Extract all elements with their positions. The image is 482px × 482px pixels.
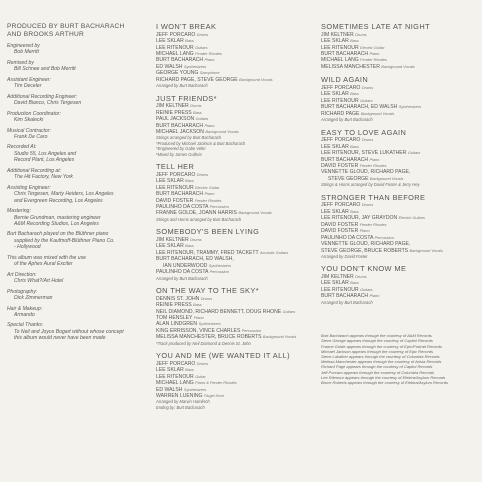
musician-name: LEE RITENOUR (321, 97, 359, 104)
credit-heading: This album was mixed with the use (7, 254, 86, 261)
musician-role: Drums (361, 202, 374, 208)
label-credits (321, 333, 479, 385)
credit-block (7, 255, 151, 268)
credit-heading: Assistant Engineer: (7, 76, 51, 83)
musician-role: Fender Rhodes (194, 197, 222, 203)
musician-name: VENNETTE GLOUD, RICHARD PAGE, (321, 241, 411, 248)
musician-role: Guitars (282, 308, 296, 314)
musician-role: Fender Rhodes (359, 162, 387, 168)
credit-value: A&M Recording Studios, Los Angeles (14, 220, 99, 227)
musician-name: LEE SKLAR (321, 91, 349, 98)
song-title: WILD AGAIN (321, 75, 369, 85)
musician-name: BURT BACHARACH, ED WALSH, (156, 256, 234, 263)
musician-name: LEE SKLAR (321, 38, 349, 45)
song-title: SOMETIMES LATE AT NIGHT (321, 22, 430, 31)
musician-name: MICHAEL LANG (321, 57, 359, 64)
musician-line (156, 334, 316, 340)
musician-name: LEE RITENOUR (156, 44, 194, 51)
musician-role: Drums (190, 103, 202, 109)
credit-block (7, 322, 151, 341)
musician-name: JEFF PORCARO (156, 171, 196, 178)
credit-heading: Remixed by (7, 59, 34, 66)
label-credit-line: Michael Jackson appears through the courtesy of Epic Records (321, 348, 434, 354)
musician-role: Drums (361, 84, 374, 90)
song-note: Strings and Horns arranged by Burt Bacharach (156, 216, 242, 222)
label-credit-line: Steve George appears through the courtesy of Capitol Records (321, 338, 433, 344)
credit-value: Bernie Grundman, mastering engineer (14, 214, 101, 221)
credit-value: David Bianco, Chris Tergesen (14, 100, 82, 107)
credit-heading: Burt Bacharach played on the Blüthner piano (7, 231, 109, 238)
song-note: *Track produced by Neil Diamond & Dennis St. John (156, 340, 251, 346)
label-credit-line: Burt Bacharach appears through the courtesy of A&M Records (321, 333, 432, 339)
credit-heading: Musical Contractor: (7, 127, 51, 134)
musician-role: Synthesizers (198, 321, 221, 327)
musician-role: Synthesizers (183, 386, 207, 392)
musician-role: Percussion (209, 203, 229, 209)
musician-name: JIM KELTNER (156, 103, 189, 110)
musician-role: Percussion (209, 269, 229, 275)
credit-heading: Special Thanks: (7, 322, 44, 329)
musician-line (321, 64, 479, 70)
credit-value: supplied by the Kaufmoff-Blüthner Piano Co. (14, 237, 115, 244)
musician-name: MELISSA MANCHESTER, BRUCE ROBERTS (156, 334, 262, 341)
musician-name: LEE SKLAR (156, 367, 184, 374)
credit-heading: Additional Recording at: (7, 167, 62, 174)
song-note: Arranged by Burt Bacharach (321, 117, 373, 123)
musician-role: Drums (200, 295, 213, 301)
musician-name: MICHAEL LANG (156, 50, 194, 57)
musician-name: JEFF PORCARO (321, 202, 361, 209)
musician-name: PAULINHO DA COSTA (156, 203, 209, 210)
musician-name: PAULINHO DA COSTA (156, 269, 209, 276)
credit-value: Chris Tergesen, Marty Heiders, Los Angeles (14, 191, 114, 198)
musician-name: LEE SKLAR (156, 178, 184, 185)
musician-name: BURT BACHARACH, ED WALSH (321, 104, 398, 111)
musician-role: Synthesizers (208, 262, 232, 268)
credit-block (7, 60, 151, 73)
musician-name: JEFF PORCARO (321, 137, 361, 144)
song-note: Arranged by Marvin Hamlisch (156, 399, 210, 405)
musician-role: Synthesizers (183, 63, 207, 69)
song-note: Arranged by Burt Bacharach (156, 275, 208, 281)
musician-role: Drums (196, 31, 209, 37)
credit-value: Dick Zimmerman (14, 295, 53, 302)
credit-value: Armando (14, 311, 35, 318)
musician-role: Drums (190, 236, 202, 242)
credit-heading: Engineered by (7, 43, 40, 49)
musician-name: LEE SKLAR (321, 208, 349, 215)
musician-name: STEVE GEORGE, BRUCE ROBERTS (321, 247, 409, 254)
musician-name: TOM HENSLEY (156, 314, 193, 321)
musician-role: Drums (196, 171, 209, 177)
musician-role: Background Vocals (239, 76, 273, 82)
credit-heading: Assisting Engineer: (7, 184, 51, 191)
credit-heading: Production Coordinator: (7, 110, 61, 117)
musician-name: NEIL DIAMOND, RICHARD BENNETT, DOUG RHONE (156, 308, 282, 315)
musician-name: KING ERRISSON, VINCE CHARLES (156, 327, 241, 334)
musician-role: Piano & Fender Rhodes (195, 380, 237, 386)
musician-role: Fender Rhodes (360, 57, 387, 63)
musician-name: BURT BACHARACH (156, 57, 204, 64)
musician-name: VENNETTE GLOUD, RICHARD PAGE, (321, 169, 411, 176)
credit-value: and Evergreen Recording, Los Angeles (14, 197, 103, 204)
musician-role: Bass (350, 280, 359, 286)
song-title: I WON'T BREAK (156, 22, 217, 31)
credit-value: Record Plant, Los Angeles (14, 157, 75, 164)
musician-name: REINIE PRESS (156, 109, 192, 116)
musician-role: Guitars (195, 116, 209, 122)
musician-role: Guitar (195, 373, 206, 379)
musician-role: Background Vocals (238, 210, 272, 216)
musician-name: LEE SKLAR (321, 280, 349, 287)
credit-value: Bill Schnee and Bob Merritt (14, 66, 76, 73)
credit-block (7, 208, 151, 227)
musician-role: Fender Rhodes (359, 221, 387, 227)
musician-role: Piano (193, 314, 204, 320)
musician-name: LEE SKLAR (321, 143, 349, 150)
musician-name: JIM KELTNER (321, 273, 354, 280)
musician-name: MELISSA MANCHESTER (321, 63, 380, 70)
musician-role: Piano (369, 50, 380, 56)
musician-role: Bass (193, 302, 202, 308)
song-note: *Mixed by James Guthrie (156, 151, 202, 157)
producer-line: AND BROOKS ARTHUR (7, 31, 85, 38)
musician-role: Acoustic Guitars (259, 249, 289, 255)
musician-role: Saxophone (199, 70, 220, 76)
musician-role: Background Vocals (409, 247, 443, 253)
musician-name: ED WALSH (156, 63, 183, 70)
musician-name: LEE RITENOUR (321, 286, 359, 293)
musician-name: MICHAEL JACKSON (156, 129, 204, 136)
credit-value: Bob Merritt (14, 49, 39, 56)
musician-name: FRANNE GOLDE, JOANN HARRIS (156, 210, 237, 217)
musician-role: Piano (359, 228, 370, 234)
musician-name: BURT BACHARACH (156, 122, 204, 129)
credit-value: Tim Deceler (14, 83, 42, 90)
label-credit-line: Jeff Porcaro appears through the courtesy of Columbia Records (321, 369, 435, 375)
credit-value: this album would never have been made (14, 335, 106, 342)
musician-name: PAUL JACKSON (156, 116, 195, 123)
musician-name: LEE RITENOUR, TRAMMY, FRED TACKETT (156, 249, 259, 256)
credit-block (7, 94, 151, 107)
musician-role: Drums (361, 137, 374, 143)
credit-block (7, 231, 151, 250)
column-3 (321, 23, 479, 385)
song-title: YOU AND ME (WE WANTED IT ALL) (156, 351, 290, 361)
producer-line: PRODUCED BY BURT BACHARACH (7, 23, 125, 30)
credit-heading: Photography: (7, 288, 38, 295)
musician-name: LEE SKLAR (156, 243, 184, 250)
musician-name: IAN UNDERWOOD (163, 262, 208, 269)
credit-heading: Additional Recording Engineer: (7, 93, 78, 100)
credit-block (7, 128, 151, 141)
musician-name: JEFF PORCARO (156, 31, 196, 38)
song-title: EASY TO LOVE AGAIN (321, 127, 407, 137)
musician-name: LEE RITENOUR, JAY GRAYDON (321, 215, 398, 222)
credit-value: Chris What?/Art Hotel (14, 278, 64, 285)
musician-role: Piano (204, 57, 215, 63)
credit-value: Kim Skalecki (14, 117, 44, 124)
song-note: Arranged by Burt Bacharach (156, 83, 208, 89)
musician-role: Guitars (360, 286, 373, 292)
musician-name: DAVID FOSTER (321, 228, 359, 235)
musician-role: Guitars (360, 97, 373, 103)
musician-name: GEORGE YOUNG (156, 70, 199, 77)
musician-role: Piano (204, 122, 215, 128)
musician-name: LEE RITENOUR (321, 44, 359, 51)
song-note: Arranged by Burt Bacharach (321, 299, 373, 305)
musician-name: PAULINHO DA COSTA (321, 234, 374, 241)
label-credit-line: Franne Golde appears through the courtesy of Epic/Portrait Records (321, 343, 442, 349)
credit-value: To Neil and Joyce Bogart without whose concept (14, 328, 124, 335)
musician-role: Bass (350, 91, 359, 97)
musician-name: WARREN LUENING (156, 393, 203, 400)
label-credit-line: Richard Page appears through the courtesy of Capitol Records (321, 364, 433, 370)
credit-block (7, 111, 151, 124)
musician-role: Drums (355, 31, 367, 37)
credit-block (7, 272, 151, 285)
musician-name: LEE RITENOUR (156, 373, 194, 380)
credit-value: Frank De Caro (14, 133, 48, 140)
musician-role: Piano (369, 156, 380, 162)
label-credit-line: Steve Lukather appears through the courtesy of Columbia Records (321, 354, 440, 359)
credit-block (7, 168, 151, 181)
musician-name: DAVID FOSTER (321, 221, 359, 228)
song-title: JUST FRIENDS* (156, 93, 217, 103)
credit-value: of the Aphex Aural Exciter (14, 261, 73, 268)
musician-name: LEE RITENOUR, STEVE LUKATHER (321, 150, 407, 157)
musician-name: JIM KELTNER (156, 236, 189, 243)
musician-role: Percussion (241, 327, 262, 333)
musician-name: ALAN LINDGREN (156, 321, 198, 328)
song-note: *Engineered by Gabe Veltri (156, 146, 206, 152)
credit-heading: Art Direction: (7, 271, 37, 278)
musician-name: DAVID FOSTER (321, 162, 359, 169)
credit-value: - Hollywood (14, 244, 41, 251)
song-title: YOU DON'T KNOW ME (321, 264, 407, 274)
musician-role: Electric Guitars (398, 215, 425, 221)
credit-block (7, 144, 151, 163)
musician-role: Bass (185, 367, 194, 373)
credit-heading: Recorded At: (7, 144, 37, 151)
musician-role: Bass (185, 178, 194, 184)
credit-block (7, 306, 151, 319)
musician-role: Flugel Horn (203, 393, 225, 399)
musician-name: DENNIS ST. JOHN (156, 295, 200, 302)
musician-role: Guitars (407, 150, 421, 156)
label-credit-line: Bruce Roberts appears through the courtesy of Elektra/Asylum Records (321, 380, 448, 386)
musician-name: JEFF PORCARO (321, 84, 361, 91)
musician-role: Background Vocals (262, 334, 297, 340)
musician-role: Electric Guitar (360, 44, 385, 50)
musician-role: Drums (196, 360, 209, 366)
musician-role: Bass (350, 38, 359, 44)
musician-name: BURT BACHARACH (321, 156, 369, 163)
credit-block (7, 185, 151, 204)
song-note: *Produced by Michael Jackson & Burt Bacharach (156, 140, 246, 146)
musician-role: Background Vocals (381, 63, 415, 69)
song-note: Strings arranged by Burt Bacharach (156, 135, 222, 141)
musician-role: Piano (204, 191, 215, 197)
musician-name: BURT BACHARACH (156, 191, 204, 198)
musician-role: Bass (185, 243, 194, 249)
column-2 (156, 23, 316, 410)
musician-role: Guitars (195, 44, 208, 50)
musician-name: STEVE GEORGE (328, 175, 369, 182)
label-credit-line: Lee Ritenour appears through the courtesy of Elektra/Asylum Records (321, 374, 446, 380)
credit-heading: Mastering: (7, 208, 31, 215)
musician-role: Piano (369, 293, 380, 299)
label-credit-line: Melissa Manchester appears through the courtesy of Arista Records (321, 359, 442, 365)
musician-role: Synthesizers (398, 104, 422, 110)
musician-role: Bass (193, 109, 202, 115)
musician-name: LEE SKLAR (156, 38, 184, 45)
credit-block (7, 77, 151, 90)
musician-name: LEE RITENOUR (156, 184, 194, 191)
musician-name: JIM KELTNER (321, 31, 354, 38)
credit-heading: Hair & Makeup: (7, 305, 43, 312)
musician-role: Background Vocals (205, 129, 239, 135)
song-note: Arranged by David Foster (321, 253, 368, 259)
musician-role: Drums (355, 273, 367, 279)
song-note: Ending by: Burt Bacharach (156, 404, 205, 410)
credit-block (7, 43, 151, 56)
musician-role: Bass (185, 38, 194, 44)
musician-name: BURT BACHARACH (321, 50, 369, 57)
musician-name: REINIE PRESS (156, 302, 192, 309)
musician-role: Percussion (374, 234, 394, 240)
musician-role: Electric Guitar (195, 184, 220, 190)
musician-name: BURT BACHARACH (321, 293, 369, 300)
musician-name: JEFF PORCARO (156, 360, 196, 367)
credit-value: Studio 55, Los Angeles and (14, 150, 77, 157)
musician-name: DAVID FOSTER (156, 197, 194, 204)
musician-role: Background Vocals (369, 175, 404, 181)
musician-name: RICHARD PAGE (321, 110, 360, 117)
column-1 (7, 23, 151, 342)
musician-role: Fender Rhodes (195, 50, 222, 56)
musician-name: ED WALSH (156, 386, 183, 393)
musician-role: Bass (350, 208, 359, 214)
song-title: TELL HER (156, 162, 195, 172)
song-title: ON THE WAY TO THE SKY* (156, 286, 259, 295)
musician-role: Background Vocals (360, 110, 395, 116)
song-note: Strings & Horns arranged by David Foster & Jerry Hey (321, 182, 420, 188)
credit-value: The Hit Factory, New York (14, 174, 73, 181)
credit-block (7, 289, 151, 302)
song-title: STRONGER THAN BEFORE (321, 192, 426, 202)
song-title: SOMEBODY'S BEEN LYING (156, 227, 260, 237)
musician-role: Bass (350, 143, 359, 149)
musician-name: MICHAEL LANG (156, 380, 194, 387)
musician-name: RICHARD PAGE, STEVE GEORGE (156, 76, 238, 83)
